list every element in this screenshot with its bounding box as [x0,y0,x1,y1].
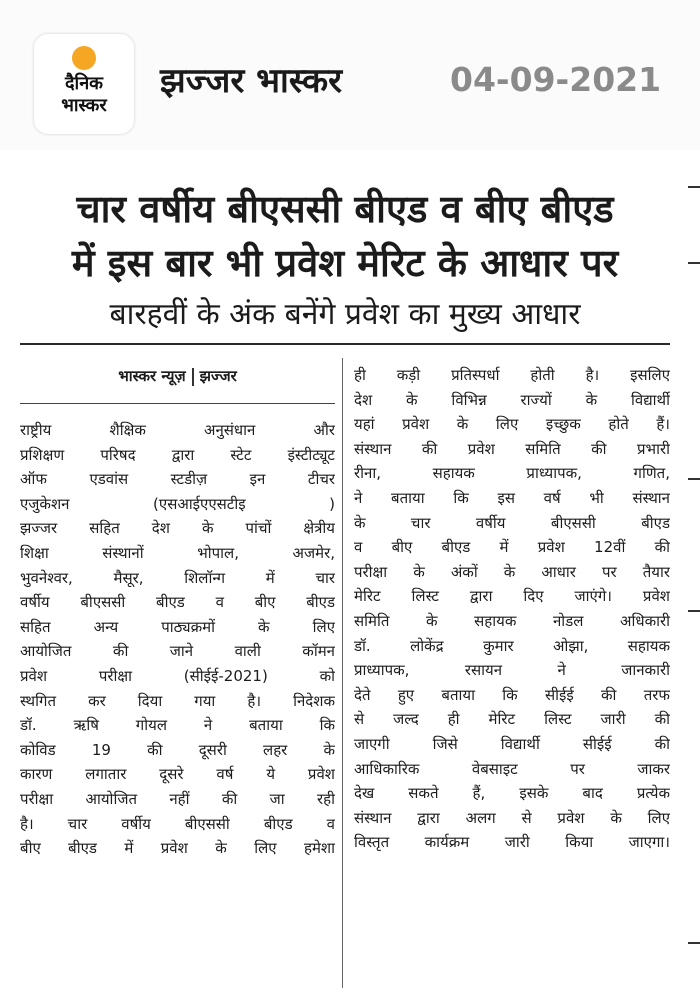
logo-text-line1: दैनिक [64,73,104,94]
byline-dateline: झज्जर [199,367,237,385]
article-text-line: राष्ट्रीय शैक्षिक अनुसंधान और [20,421,335,439]
article-text-line: मेरिट लिस्ट द्वारा दिए जाएंगे। प्रवेश [354,587,670,606]
article-text-line: ही कड़ी प्रतिस्पर्धा होती है। इसलिए [354,366,670,384]
byline [20,366,335,386]
article-text-line: संस्थान की प्रवेश समिति की प्रभारी [354,439,670,458]
adjacent-page-mark [688,478,700,480]
article-text-line: ऑफ एडवांस स्टडीज़ इन टीचर [20,470,335,489]
article-text-line: प्रशिक्षण परिषद द्वारा स्टेट इंस्टीट्यूट [20,445,335,464]
article-text-line: डॉ. ऋषि गोयल ने बताया कि [20,716,335,735]
article-text-line: संस्थान द्वारा अलग से प्रवेश के लिए [354,808,670,827]
adjacent-page-mark [688,262,700,264]
article-text-line: एजुकेशन (एसआईएएसटीइ ) [20,494,335,513]
article-text-line: बीए बीएड में प्रवेश के लिए हमेशा [20,839,335,858]
byline-separator [192,368,194,386]
column-divider [342,358,343,988]
article-text-line: प्राध्यापक, रसायन ने जानकारी [354,661,670,680]
article-column-left [20,418,335,861]
article-text-line: विस्तृत कार्यक्रम जारी किया जाएगा। [354,833,670,852]
article-text-line: आयोजित की जाने वाली कॉमन [20,642,335,661]
headline-line2: में इस बार भी प्रवेश मेरिट के आधार पर [71,241,619,285]
article-text-line: भुवनेश्वर, मैसूर, शिलॉन्ग में चार [20,568,335,587]
article-text-line: के चार वर्षीय बीएससी बीएड [354,513,670,532]
newspaper-logo [34,34,134,134]
article-text-line: देश के विभिन्न राज्यों के विद्यार्थी [354,390,670,409]
article-text-line: कारण लगातार दूसरे वर्ष ये प्रवेश [20,765,335,784]
article-text-line: देते हुए बताया कि सीईई की तरफ [354,685,670,704]
article-text-line: जाएगी जिसे विद्यार्थी सीईई की [354,734,670,753]
article-column-right [354,363,670,855]
article-text-line: स्थगित कर दिया गया है। निदेशक [20,691,335,710]
article-text-line: शिक्षा संस्थानों भोपाल, अजमेर, [20,543,335,562]
headline-line1: चार वर्षीय बीएससी बीएड व बीए बीएड [76,187,614,231]
byline-source: भास्कर न्यूज़ [118,367,186,385]
publication-date: 04-09-2021 [450,60,662,99]
article-text-line: है। चार वर्षीय बीएससी बीएड व [20,814,335,833]
article-text-line: परीक्षा आयोजित नहीं की जा रही [20,789,335,808]
article-text-line: झज्जर सहित देश के पांचों क्षेत्रीय [20,519,335,538]
adjacent-page-mark [688,610,700,612]
article-text-line: रीना, सहायक प्राध्यापक, गणित, [354,464,670,483]
article-text-line: समिति के सहायक नोडल अधिकारी [354,611,670,630]
edition-title: झज्जर भास्कर [160,61,343,101]
headline-divider [20,343,670,345]
article-text-line: देख सकते हैं, इसके बाद प्रत्येक [354,784,670,803]
byline-divider [20,403,335,404]
adjacent-page-mark [688,942,700,944]
article-text-line: डॉ. लोकेंद्र कुमार ओझा, सहायक [354,636,670,655]
logo-text-line2: भास्कर [61,95,107,116]
article-text-line: सहित अन्य पाठ्यक्रमों के लिए [20,617,335,636]
subheadline: बारहवीं के अंक बनेंगे प्रवेश का मुख्य आधार [109,297,581,332]
article-text-line: कोविड 19 की दूसरी लहर के [20,740,335,759]
article-text-line: से जल्द ही मेरिट लिस्ट जारी की [354,710,670,729]
article-text-line: ने बताया कि इस वर्ष भी संस्थान [354,488,670,507]
article-text-line: परीक्षा के अंकों के आधार पर तैयार [354,562,670,581]
article-text-line: व बीए बीएड में प्रवेश 12वीं की [354,538,670,557]
sun-icon [72,46,96,70]
article-text-line: प्रवेश परीक्षा (सीईई-2021) को [20,666,335,685]
article-text-line: आधिकारिक वेबसाइट पर जाकर [354,759,670,778]
article-text-line: यहां प्रवेश के लिए इच्छुक होते हैं। [354,415,670,434]
adjacent-page-mark [688,186,700,188]
article-text-line: वर्षीय बीएससी बीएड व बीए बीएड [20,593,335,612]
